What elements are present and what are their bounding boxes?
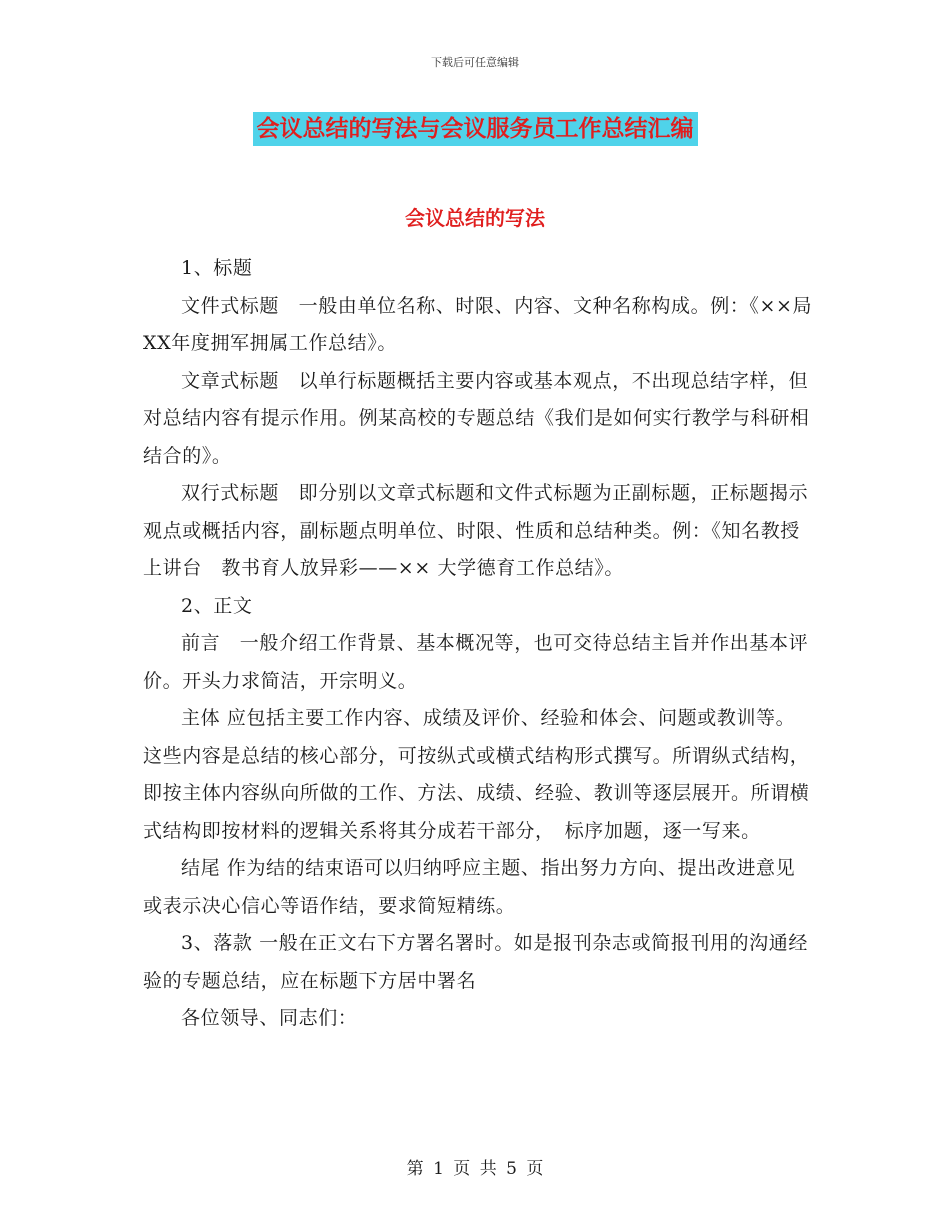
paragraph: 文章式标题 以单行标题概括主要内容或基本观点，不出现总结字样，但对总结内容有提示作用。例某高校的专题总结《我们是如何实行教学与科研相结合的》。 xyxy=(143,369,810,467)
paragraph-salutation: 各位领导、同志们： xyxy=(181,1007,358,1029)
paragraph-heading-2: 2、正文 xyxy=(181,594,253,617)
page-footer: 第 1 页 共 5 页 xyxy=(406,1159,544,1179)
paragraph: 结尾 作为结的结束语可以归纳呼应主题、指出努力方向、提出改进意见或表示决心信心等语作结，要求简短精练。 xyxy=(143,857,796,917)
paragraph: 双行式标题 即分别以文章式标题和文件式标题为正副标题，正标题揭示观点或概括内容，副标题点明单位、时限、性质和总结种类。例：《知名教授上讲台 教书育人放异彩——×× 大学德育工作总结》。 xyxy=(143,482,809,579)
paragraph-heading-3: 3、落款 一般在正文右下方署名署时。如是报刊杂志或简报刊用的沟通经验的专题总结，应在标题下方居中署名 xyxy=(143,932,808,992)
paragraph: 文件式标题 一般由单位名称、时限、内容、文种名称构成。例：《××局 XX年度拥军拥属工作总结》。 xyxy=(143,294,813,354)
paragraph-heading-1: 1、标题 xyxy=(181,257,253,279)
document-body xyxy=(143,250,813,1038)
paragraph: 前言 一般介绍工作背景、基本概况等，也可交待总结主旨并作出基本评价。开头力求简洁，开宗明义。 xyxy=(143,632,809,692)
main-title-container xyxy=(0,112,950,146)
page-header-note: 下载后可任意编辑 xyxy=(431,56,519,69)
section-title: 会议总结的写法 xyxy=(405,206,545,230)
paragraph: 主体 应包括主要工作内容、成绩及评价、经验和体会、问题或教训等。这些内容是总结的核心部分，可按纵式或横式结构形式撰写。所谓纵式结构，即按主体内容纵向所做的工作、方法、成绩、经验、教训等逐层展开。所谓横式结构即按材料的逻辑关系将其分成若干部分， 标序加题，逐一写来。 xyxy=(143,707,810,842)
document-main-title: 会议总结的写法与会议服务员工作总结汇编 xyxy=(253,112,698,146)
